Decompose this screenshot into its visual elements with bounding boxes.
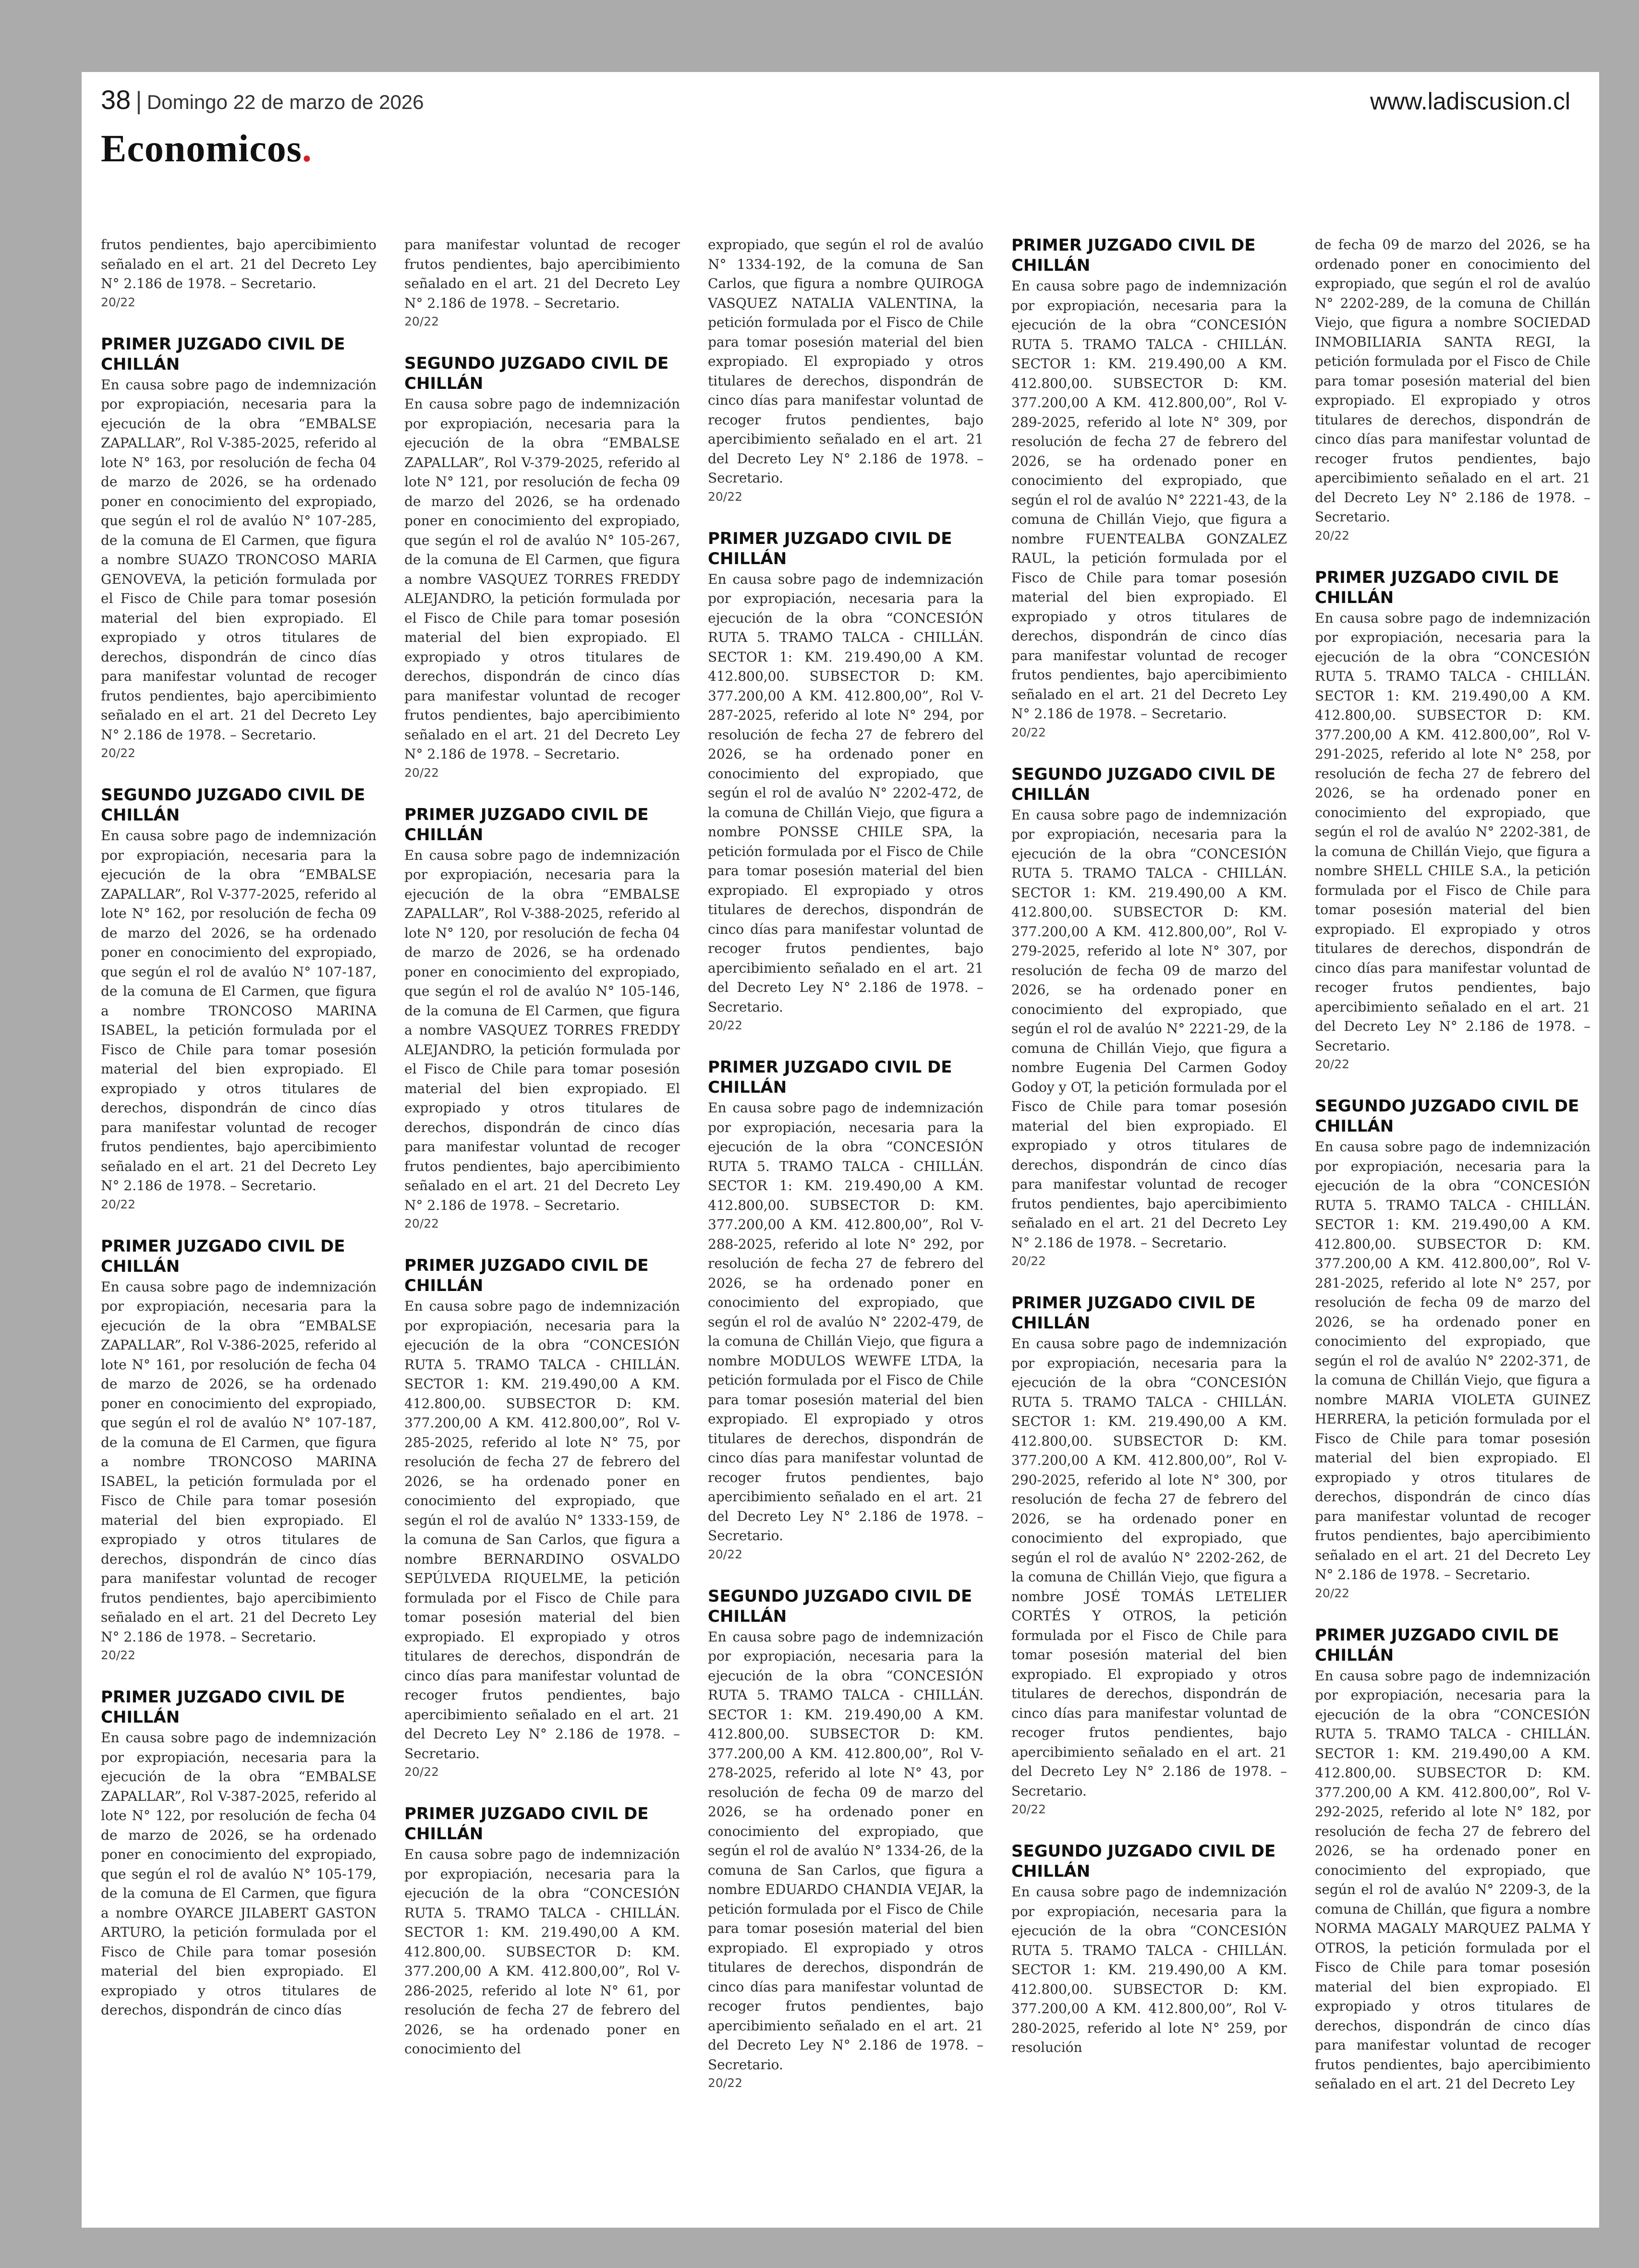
section-dot: .	[302, 128, 312, 170]
page-number: 38	[101, 84, 131, 115]
notice-text: En causa sobre pago de indemnización por expropiación, necesaria para la ejecución de la obra “CONCESIÓN RUTA 5. TRAMO TALCA - CHILLÁN. SECTOR 1: KM. 219.490,00 A KM. 412.800,00. SUBSECTOR D: KM. 377.200,00 A KM. 412.800,00”, Rol V-292-2025, referido al lote N° 182, por resolución de fecha 27 de febrero del 2026, se ha ordenado poner en conocimiento del expropiado, que según el rol de avalúo N° 2209-3, de la comuna de Chillán, que figura a nombre NORMA MAGALY MARQUEZ PALMA Y OTROS, la petición formulada por el Fisco de Chile para tomar posesión material del bien expropiado. El expropiado y otros titulares de derechos, dispondrán de cinco días para manifestar voluntad de recoger frutos pendientes, bajo apercibimiento señalado en el art. 21 del Decreto Ley	[1315, 1667, 1590, 2092]
notice-text: En causa sobre pago de indemnización por expropiación, necesaria para la ejecución de la obra “CONCESIÓN RUTA 5. TRAMO TALCA - CHILLÁN. SECTOR 1: KM. 219.490,00 A KM. 412.800,00. SUBSECTOR D: KM. 377.200,00 A KM. 412.800,00”, Rol V-289-2025, referido al lote N° 309, por resolución de fecha 27 de febrero del 2026, se ha ordenado poner en conocimiento del expropiado, que según el rol de avalúo N° 2221-43, de la comuna de Chillán Viejo, que figura a nombre FUENTEALBA GONZALEZ RAUL, la petición formulada por el Fisco de Chile para tomar posesión material del bien expropiado. El expropiado y otros titulares de derechos, dispondrán de cinco días para manifestar voluntad de recoger frutos pendientes, bajo apercibimiento señalado en el art. 21 del Decreto Ley N° 2.186 de 1978. – Secretario.	[1011, 278, 1287, 722]
legal-notice	[708, 235, 983, 506]
court-heading: PRIMER JUZGADO CIVIL DE CHILLÁN	[1011, 236, 1256, 275]
legal-notice	[1315, 1096, 1590, 1602]
column-1	[101, 235, 376, 2199]
legal-notice	[101, 785, 376, 1213]
court-heading: PRIMER JUZGADO CIVIL DE CHILLÁN	[708, 529, 952, 568]
court-heading: PRIMER JUZGADO CIVIL DE CHILLÁN	[404, 805, 649, 844]
separator: |	[135, 87, 142, 115]
page-header	[101, 82, 1570, 115]
notice-text: En causa sobre pago de indemnización por expropiación, necesaria para la ejecución de la obra “CONCESIÓN RUTA 5. TRAMO TALCA - CHILLÁN. SECTOR 1: KM. 219.490,00 A KM. 412.800,00. SUBSECTOR D: KM. 377.200,00 A KM. 412.800,00”, Rol V-285-2025, referido al lote N° 75, por resolución de fecha 27 de febrero del 2026, se ha ordenado poner en conocimiento del expropiado, que según el rol de avalúo N° 1333-159, de la comuna de San Carlos, que figura a nombre BERNARDINO OSVALDO SEPÚLVEDA RIQUELME, la petición formulada por el Fisco de Chile para tomar posesión material del bien expropiado. El expropiado y otros titulares de derechos, dispondrán de cinco días para manifestar voluntad de recoger frutos pendientes, bajo apercibimiento señalado en el art. 21 del Decreto Ley N° 2.186 de 1978. – Secretario.	[404, 1298, 680, 1761]
legal-notice	[101, 235, 376, 311]
legal-notice	[404, 353, 680, 782]
legal-notice	[1315, 1625, 1590, 2094]
legal-notice	[404, 1804, 680, 2059]
notice-code: 20/22	[708, 1547, 743, 1561]
court-heading: PRIMER JUZGADO CIVIL DE CHILLÁN	[1011, 1293, 1256, 1333]
notice-text: En causa sobre pago de indemnización por expropiación, necesaria para la ejecución de la obra “CONCESIÓN RUTA 5. TRAMO TALCA - CHILLÁN. SECTOR 1: KM. 219.490,00 A KM. 412.800,00. SUBSECTOR D: KM. 377.200,00 A KM. 412.800,00”, Rol V-288-2025, referido al lote N° 292, por resolución de fecha 27 de febrero del 2026, se ha ordenado poner en conocimiento del expropiado, que según el rol de avalúo N° 2202-479, de la comuna de Chillán Viejo, que figura a nombre MODULOS WEWFE LTDA, la petición formulada por el Fisco de Chile para tomar posesión material del bien expropiado. El expropiado y otros titulares de derechos, dispondrán de cinco días para manifestar voluntad de recoger frutos pendientes, bajo apercibimiento señalado en el art. 21 del Decreto Ley N° 2.186 de 1978. – Secretario.	[708, 1100, 983, 1544]
notice-code: 20/22	[1011, 725, 1046, 739]
notice-code: 20/22	[101, 1197, 136, 1211]
notice-text: En causa sobre pago de indemnización por expropiación, necesaria para la ejecución de la obra “EMBALSE ZAPALLAR”, Rol V-388-2025, referido al lote N° 120, por resolución de fecha 04 de marzo de 2026, se ha ordenado poner en conocimiento del expropiado, que según el rol de avalúo N° 105-146, de la comuna de El Carmen, que figura a nombre VASQUEZ TORRES FREDDY ALEJANDRO, la petición formulada por el Fisco de Chile para tomar posesión material del bien expropiado. El expropiado y otros titulares de derechos, dispondrán de cinco días para manifestar voluntad de recoger frutos pendientes, bajo apercibimiento señalado en el art. 21 del Decreto Ley N° 2.186 de 1978. – Secretario.	[404, 847, 680, 1213]
legal-notice	[1315, 567, 1590, 1074]
court-heading: PRIMER JUZGADO CIVIL DE CHILLÁN	[404, 1804, 649, 1844]
notice-text: En causa sobre pago de indemnización por expropiación, necesaria para la ejecución de la obra “CONCESIÓN RUTA 5. TRAMO TALCA - CHILLÁN. SECTOR 1: KM. 219.490,00 A KM. 412.800,00. SUBSECTOR D: KM. 377.200,00 A KM. 412.800,00”, Rol V-280-2025, referido al lote N° 259, por resolución	[1011, 1884, 1287, 2055]
notice-text: En causa sobre pago de indemnización por expropiación, necesaria para la ejecución de la obra “EMBALSE ZAPALLAR”, Rol V-387-2025, referido al lote N° 122, por resolución de fecha 04 de marzo de 2026, se ha ordenado poner en conocimiento del expropiado, que según el rol de avalúo N° 105-179, de la comuna de El Carmen, que figura a nombre OYARCE JILABERT GASTON ARTURO, la petición formulada por el Fisco de Chile para tomar posesión material del bien expropiado. El expropiado y otros titulares de derechos, dispondrán de cinco días	[101, 1730, 376, 2018]
notice-text: En causa sobre pago de indemnización por expropiación, necesaria para la ejecución de la obra “CONCESIÓN RUTA 5. TRAMO TALCA - CHILLÁN. SECTOR 1: KM. 219.490,00 A KM. 412.800,00. SUBSECTOR D: KM. 377.200,00 A KM. 412.800,00”, Rol V-291-2025, referido al lote N° 258, por resolución de fecha 27 de febrero del 2026, se ha ordenado poner en conocimiento del expropiado, que según el rol de avalúo N° 2202-381, de la comuna de Chillán Viejo, que figura a nombre SHELL CHILE S.A., la petición formulada por el Fisco de Chile para tomar posesión material del bien expropiado. El expropiado y otros titulares de derechos, dispondrán de cinco días para manifestar voluntad de recoger frutos pendientes, bajo apercibimiento señalado en el art. 21 del Decreto Ley N° 2.186 de 1978. – Secretario.	[1315, 610, 1590, 1054]
notice-text: En causa sobre pago de indemnización por expropiación, necesaria para la ejecución de la obra “CONCESIÓN RUTA 5. TRAMO TALCA - CHILLÁN. SECTOR 1: KM. 219.490,00 A KM. 412.800,00. SUBSECTOR D: KM. 377.200,00 A KM. 412.800,00”, Rol V-281-2025, referido al lote N° 257, por resolución de fecha 09 de marzo del 2026, se ha ordenado poner en conocimiento del expropiado, que según el rol de avalúo N° 2202-371, de la comuna de Chillán Viejo, que figura a nombre MARIA VIOLETA GUINEZ HERRERA, la petición formulada por el Fisco de Chile para tomar posesión material del bien expropiado. El expropiado y otros titulares de derechos, dispondrán de cinco días para manifestar voluntad de recoger frutos pendientes, bajo apercibimiento señalado en el art. 21 del Decreto Ley N° 2.186 de 1978. – Secretario.	[1315, 1139, 1590, 1582]
legal-notice	[708, 1057, 983, 1563]
column-5	[1315, 235, 1590, 2199]
court-heading: PRIMER JUZGADO CIVIL DE CHILLÁN	[101, 334, 345, 374]
legal-notice	[404, 805, 680, 1233]
court-heading: SEGUNDO JUZGADO CIVIL DE CHILLÁN	[101, 785, 365, 825]
legal-notice	[1011, 764, 1287, 1270]
notice-text: En causa sobre pago de indemnización por expropiación, necesaria para la ejecución de la obra “CONCESIÓN RUTA 5. TRAMO TALCA - CHILLÁN. SECTOR 1: KM. 219.490,00 A KM. 412.800,00. SUBSECTOR D: KM. 377.200,00 A KM. 412.800,00”, Rol V-287-2025, referido al lote N° 294, por resolución de fecha 27 de febrero del 2026, se ha ordenado poner en conocimiento del expropiado, que según el rol de avalúo N° 2202-472, de la comuna de Chillán Viejo, que figura a nombre PONSSE CHILE SPA, la petición formulada por el Fisco de Chile para tomar posesión material del bien expropiado. El expropiado y otros titulares de derechos, dispondrán de cinco días para manifestar voluntad de recoger frutos pendientes, bajo apercibimiento señalado en el art. 21 del Decreto Ley N° 2.186 de 1978. – Secretario.	[708, 571, 983, 1015]
court-heading: PRIMER JUZGADO CIVIL DE CHILLÁN	[708, 1058, 952, 1097]
legal-notice	[404, 1255, 680, 1781]
notice-code: 20/22	[404, 1765, 439, 1779]
legal-notice	[708, 1586, 983, 2092]
notice-text: expropiado, que según el rol de avalúo N° 1334-192, de la comuna de San Carlos, que figura a nombre QUIROGA VASQUEZ NATALIA VALENTINA, la petición formulada por el Fisco de Chile para tomar posesión material del bien expropiado. El expropiado y otros titulares de derechos, dispondrán de cinco días para manifestar voluntad de recoger frutos pendientes, bajo apercibimiento señalado en el art. 21 del Decreto Ley N° 2.186 de 1978. – Secretario.	[708, 237, 983, 486]
newspaper-page	[82, 72, 1599, 2228]
classified-columns	[101, 235, 1590, 2199]
notice-text: En causa sobre pago de indemnización por expropiación, necesaria para la ejecución de la obra “CONCESIÓN RUTA 5. TRAMO TALCA - CHILLÁN. SECTOR 1: KM. 219.490,00 A KM. 412.800,00. SUBSECTOR D: KM. 377.200,00 A KM. 412.800,00”, Rol V-286-2025, referido al lote N° 61, por resolución de fecha 27 de febrero del 2026, se ha ordenado poner en conocimiento del	[404, 1846, 680, 2057]
notice-code: 20/22	[1315, 1057, 1350, 1071]
notice-text: frutos pendientes, bajo apercibimiento señalado en el art. 21 del Decreto Ley N° 2.186 de 1978. – Secretario.	[101, 237, 376, 291]
court-heading: SEGUNDO JUZGADO CIVIL DE CHILLÁN	[1011, 1842, 1276, 1881]
notice-code: 20/22	[101, 1648, 136, 1662]
notice-code: 20/22	[101, 295, 136, 309]
legal-notice	[1315, 235, 1590, 544]
legal-notice	[101, 1687, 376, 2020]
column-3	[708, 235, 983, 2199]
notice-code: 20/22	[1011, 1802, 1046, 1816]
notice-text: En causa sobre pago de indemnización por expropiación, necesaria para la ejecución de la obra “EMBALSE ZAPALLAR”, Rol V-377-2025, referido al lote N° 162, por resolución de fecha 09 de marzo del 2026, se ha ordenado poner en conocimiento del expropiado, que según el rol de avalúo N° 107-187, de la comuna de El Carmen, que figura a nombre TRONCOSO MARINA ISABEL, la petición formulada por el Fisco de Chile para tomar posesión material del bien expropiado. El expropiado y otros titulares de derechos, dispondrán de cinco días para manifestar voluntad de recoger frutos pendientes, bajo apercibimiento señalado en el art. 21 del Decreto Ley N° 2.186 de 1978. – Secretario.	[101, 828, 376, 1194]
legal-notice	[101, 334, 376, 762]
court-heading: SEGUNDO JUZGADO CIVIL DE CHILLÁN	[1315, 1097, 1579, 1136]
court-heading: SEGUNDO JUZGADO CIVIL DE CHILLÁN	[1011, 764, 1276, 804]
notice-text: para manifestar voluntad de recoger frutos pendientes, bajo apercibimiento señalado en el art. 21 del Decreto Ley N° 2.186 de 1978. – Secretario.	[404, 237, 680, 311]
notice-code: 20/22	[1315, 528, 1350, 543]
legal-notice	[1011, 235, 1287, 741]
legal-notice	[101, 1236, 376, 1665]
notice-text: En causa sobre pago de indemnización por expropiación, necesaria para la ejecución de la obra “CONCESIÓN RUTA 5. TRAMO TALCA - CHILLÁN. SECTOR 1: KM. 219.490,00 A KM. 412.800,00. SUBSECTOR D: KM. 377.200,00 A KM. 412.800,00”, Rol V-279-2025, referido al lote N° 307, por resolución de fecha 09 de marzo del 2026, se ha ordenado poner en conocimiento del expropiado, que según el rol de avalúo N° 2221-29, de la comuna de Chillán Viejo, que figura a nombre Eugenia Del Carmen Godoy Godoy y OT, la petición formulada por el Fisco de Chile para tomar posesión material del bien expropiado. El expropiado y otros titulares de derechos, dispondrán de cinco días para manifestar voluntad de recoger frutos pendientes, bajo apercibimiento señalado en el art. 21 del Decreto Ley N° 2.186 de 1978. – Secretario.	[1011, 807, 1287, 1251]
notice-code: 20/22	[404, 314, 439, 328]
notice-code: 20/22	[708, 489, 743, 504]
legal-notice	[404, 235, 680, 330]
section-title	[101, 127, 312, 171]
page-meta	[101, 84, 424, 115]
issue-date: Domingo 22 de marzo de 2026	[146, 91, 424, 113]
notice-code: 20/22	[404, 1217, 439, 1231]
court-heading: SEGUNDO JUZGADO CIVIL DE CHILLÁN	[708, 1586, 972, 1626]
court-heading: SEGUNDO JUZGADO CIVIL DE CHILLÁN	[404, 354, 669, 393]
notice-text: de fecha 09 de marzo del 2026, se ha ordenado poner en conocimiento del expropiado, que según el rol de avalúo N° 2202-289, de la comuna de Chillán Viejo, que figura a nombre SOCIEDAD INMOBILIARIA SANTA REGI, la petición formulada por el Fisco de Chile para tomar posesión material del bien expropiado. El expropiado y otros titulares de derechos, dispondrán de cinco días para manifestar voluntad de recoger frutos pendientes, bajo apercibimiento señalado en el art. 21 del Decreto Ley N° 2.186 de 1978. – Secretario.	[1315, 237, 1590, 525]
court-heading: PRIMER JUZGADO CIVIL DE CHILLÁN	[404, 1256, 649, 1295]
notice-code: 20/22	[1011, 1254, 1046, 1268]
column-2	[404, 235, 680, 2199]
notice-text: En causa sobre pago de indemnización por expropiación, necesaria para la ejecución de la obra “EMBALSE ZAPALLAR”, Rol V-386-2025, referido al lote N° 161, por resolución de fecha 04 de marzo de 2026, se ha ordenado poner en conocimiento del expropiado, que según el rol de avalúo N° 107-187, de la comuna de El Carmen, que figura a nombre TRONCOSO MARINA ISABEL, la petición formulada por el Fisco de Chile para tomar posesión material del bien expropiado. El expropiado y otros titulares de derechos, dispondrán de cinco días para manifestar voluntad de recoger frutos pendientes, bajo apercibimiento señalado en el art. 21 del Decreto Ley N° 2.186 de 1978. – Secretario.	[101, 1279, 376, 1645]
legal-notice	[1011, 1841, 1287, 2058]
legal-notice	[708, 529, 983, 1035]
notice-text: En causa sobre pago de indemnización por expropiación, necesaria para la ejecución de la obra “EMBALSE ZAPALLAR”, Rol V-379-2025, referido al lote N° 121, por resolución de fecha 09 de marzo del 2026, se ha ordenado poner en conocimiento del expropiado, que según el rol de avalúo N° 105-267, de la comuna de El Carmen, que figura a nombre VASQUEZ TORRES FREDDY ALEJANDRO, la petición formulada por el Fisco de Chile para tomar posesión material del bien expropiado. El expropiado y otros titulares de derechos, dispondrán de cinco días para manifestar voluntad de recoger frutos pendientes, bajo apercibimiento señalado en el art. 21 del Decreto Ley N° 2.186 de 1978. – Secretario.	[404, 396, 680, 762]
court-heading: PRIMER JUZGADO CIVIL DE CHILLÁN	[101, 1688, 345, 1727]
website-link[interactable]: www.ladiscusion.cl	[1370, 88, 1570, 115]
notice-code: 20/22	[101, 746, 136, 760]
column-4	[1011, 235, 1287, 2199]
court-heading: PRIMER JUZGADO CIVIL DE CHILLÁN	[1315, 1625, 1559, 1665]
notice-text: En causa sobre pago de indemnización por expropiación, necesaria para la ejecución de la obra “EMBALSE ZAPALLAR”, Rol V-385-2025, referido al lote N° 163, por resolución de fecha 04 de marzo de 2026, se ha ordenado poner en conocimiento del expropiado, que según el rol de avalúo N° 107-285, de la comuna de El Carmen, que figura a nombre SUAZO TRONCOSO MARIA GENOVEVA, la petición formulada por el Fisco de Chile para tomar posesión material del bien expropiado. El expropiado y otros titulares de derechos, dispondrán de cinco días para manifestar voluntad de recoger frutos pendientes, bajo apercibimiento señalado en el art. 21 del Decreto Ley N° 2.186 de 1978. – Secretario.	[101, 376, 376, 743]
court-heading: PRIMER JUZGADO CIVIL DE CHILLÁN	[1315, 567, 1559, 607]
notice-code: 20/22	[708, 2076, 743, 2090]
notice-code: 20/22	[708, 1018, 743, 1032]
notice-text: En causa sobre pago de indemnización por expropiación, necesaria para la ejecución de la obra “CONCESIÓN RUTA 5. TRAMO TALCA - CHILLÁN. SECTOR 1: KM. 219.490,00 A KM. 412.800,00. SUBSECTOR D: KM. 377.200,00 A KM. 412.800,00”, Rol V-290-2025, referido al lote N° 300, por resolución de fecha 27 de febrero del 2026, se ha ordenado poner en conocimiento del expropiado, que según el rol de avalúo N° 2202-262, de la comuna de Chillán Viejo, que figura a nombre JOSÉ TOMÁS LETELIER CORTÉS Y OTROS, la petición formulada por el Fisco de Chile para tomar posesión material del bien expropiado. El expropiado y otros titulares de derechos, dispondrán de cinco días para manifestar voluntad de recoger frutos pendientes, bajo apercibimiento señalado en el art. 21 del Decreto Ley N° 2.186 de 1978. – Secretario.	[1011, 1336, 1287, 1799]
notice-text: En causa sobre pago de indemnización por expropiación, necesaria para la ejecución de la obra “CONCESIÓN RUTA 5. TRAMO TALCA - CHILLÁN. SECTOR 1: KM. 219.490,00 A KM. 412.800,00. SUBSECTOR D: KM. 377.200,00 A KM. 412.800,00”, Rol V-278-2025, referido al lote N° 43, por resolución de fecha 09 de marzo del 2026, se ha ordenado poner en conocimiento del expropiado, que según el rol de avalúo N° 1334-26, de la comuna de San Carlos, que figura a nombre EDUARDO CHANDIA VEJAR, la petición formulada por el Fisco de Chile para tomar posesión material del bien expropiado. El expropiado y otros titulares de derechos, dispondrán de cinco días para manifestar voluntad de recoger frutos pendientes, bajo apercibimiento señalado en el art. 21 del Decreto Ley N° 2.186 de 1978. – Secretario.	[708, 1629, 983, 2073]
court-heading: PRIMER JUZGADO CIVIL DE CHILLÁN	[101, 1236, 345, 1276]
legal-notice	[1011, 1293, 1287, 1818]
section-name: Economicos	[101, 128, 302, 170]
notice-code: 20/22	[404, 765, 439, 780]
notice-code: 20/22	[1315, 1586, 1350, 1600]
